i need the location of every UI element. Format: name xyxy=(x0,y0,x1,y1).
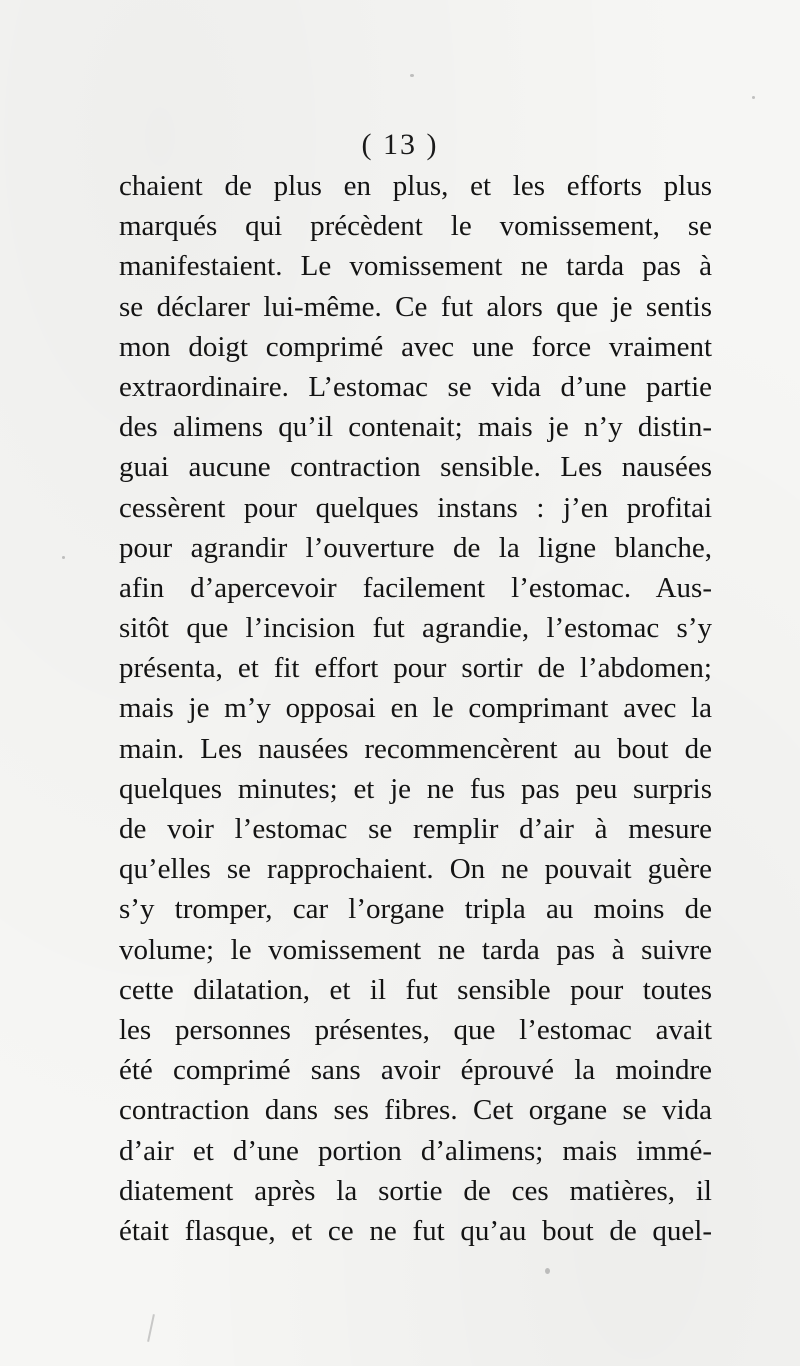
text-line: se déclarer lui-même. Ce fut alors que je sentis xyxy=(119,290,712,323)
text-line: marqués qui précèdent le vomissement, se xyxy=(119,210,712,243)
text-line: les personnes présentes, que l’estomac avait xyxy=(119,1013,712,1046)
text-line: qu’elles se rapprochaient. On ne pouvait guère xyxy=(119,853,712,886)
text-line: mon doigt comprimé avec une force vraiment xyxy=(119,330,712,363)
text-line: extraordinaire. L’estomac se vida d’une partie xyxy=(119,370,712,403)
text-line: cessèrent pour quelques instans : j’en profitai xyxy=(119,491,712,524)
text-line: afin d’apercevoir facilement l’estomac. Aus- xyxy=(119,571,712,604)
text-line: des alimens qu’il contenait; mais je n’y distin- xyxy=(119,411,712,444)
text-line: manifestaient. Le vomissement ne tarda pas à xyxy=(119,250,712,283)
text-line: d’air et d’une portion d’alimens; mais immé- xyxy=(119,1134,712,1167)
page-number: ( 13 ) xyxy=(361,128,439,161)
text-line: guai aucune contraction sensible. Les nausées xyxy=(119,451,712,484)
paper-speck xyxy=(62,556,65,559)
text-line: main. Les nausées recommencèrent au bout de xyxy=(119,732,712,765)
text-line: pour agrandir l’ouverture de la ligne blanche, xyxy=(119,531,712,564)
text-line: sitôt que l’incision fut agrandie, l’estomac s’y xyxy=(119,612,712,645)
text-line: cette dilatation, et il fut sensible pour toutes xyxy=(119,973,712,1006)
text-line: quelques minutes; et je ne fus pas peu surpris xyxy=(119,772,712,805)
body-text xyxy=(119,166,712,1251)
text-line: volume; le vomissement ne tarda pas à suivre xyxy=(119,933,712,966)
text-line: contraction dans ses fibres. Cet organe se vida xyxy=(119,1094,712,1127)
text-line: mais je m’y opposai en le comprimant avec la xyxy=(119,692,712,725)
text-line: s’y tromper, car l’organe tripla au moins de xyxy=(119,893,712,926)
text-line: était flasque, et ce ne fut qu’au bout de quel- xyxy=(119,1214,712,1247)
paper-speck xyxy=(545,1268,550,1274)
paper-speck xyxy=(410,74,414,77)
text-line: chaient de plus en plus, et les efforts plus xyxy=(119,170,712,202)
text-line: de voir l’estomac se remplir d’air à mesure xyxy=(119,813,712,845)
paper-speck xyxy=(752,96,755,99)
text-line: présenta, et fit effort pour sortir de l’abdomen; xyxy=(119,652,712,685)
text-line: été comprimé sans avoir éprouvé la moindre xyxy=(119,1054,712,1087)
paper-mark xyxy=(147,1314,155,1342)
text-line: diatement après la sortie de ces matières, il xyxy=(119,1174,712,1207)
